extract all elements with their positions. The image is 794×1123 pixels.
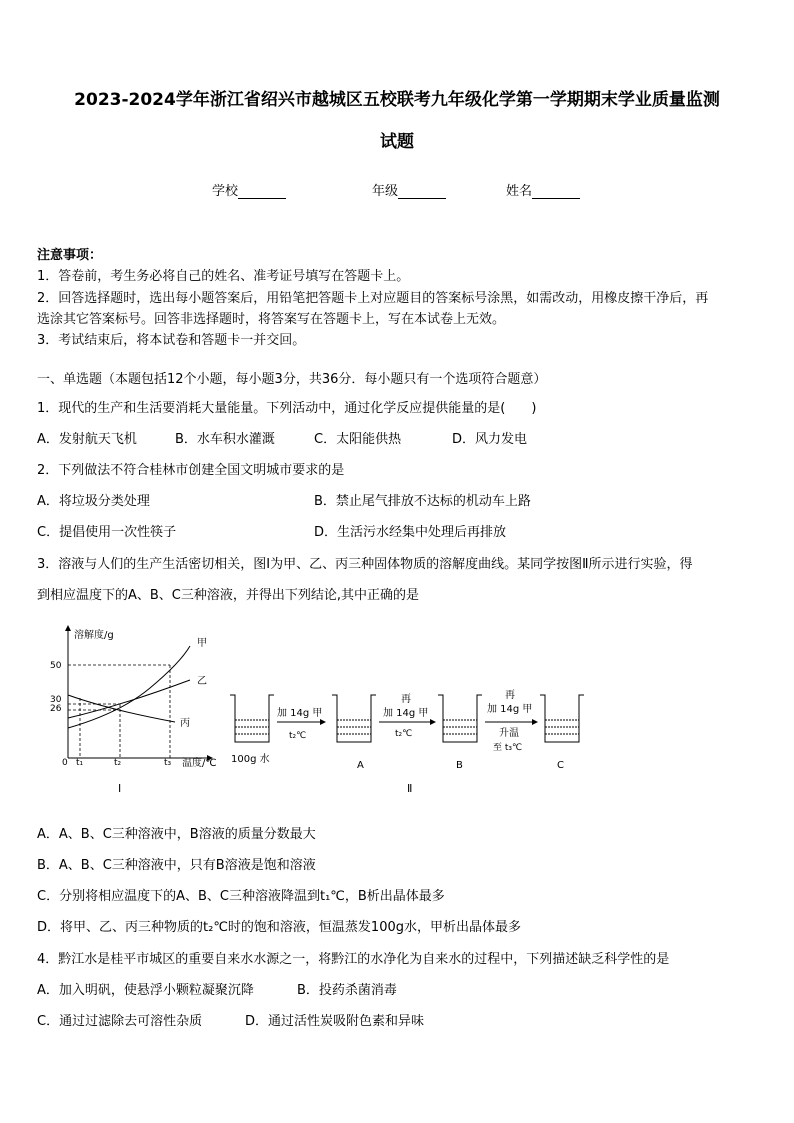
step1-label: 加 14g 甲 bbox=[277, 708, 323, 719]
q4-stem: 4．黔江水是桂平市城区的重要自来水水源之一，将黔江的水净化为自来水的过程中，下列描述缺乏科学性的是 bbox=[37, 952, 670, 967]
name-field[interactable] bbox=[506, 180, 580, 199]
beaker-a bbox=[332, 695, 376, 742]
name-label: 姓名 bbox=[506, 184, 533, 199]
q2-option-a[interactable]: A．将垃圾分类处理 bbox=[37, 494, 150, 509]
q3-option-a[interactable]: A．A、B、C三种溶液中，B溶液的质量分数最大 bbox=[37, 827, 316, 842]
step3-temp: 至 t₃℃ bbox=[493, 743, 523, 753]
curve-label-bing: 丙 bbox=[180, 718, 190, 729]
y-axis-label: 溶解度/g bbox=[74, 630, 114, 641]
beaker-start bbox=[230, 695, 274, 742]
curve-label-jia: 甲 bbox=[197, 638, 207, 649]
curve-bing bbox=[68, 695, 175, 722]
notes-heading: 注意事项： bbox=[37, 248, 103, 263]
start-label: 100g 水 bbox=[231, 754, 270, 765]
y-tick-30: 30 bbox=[50, 695, 62, 705]
q4-option-a[interactable]: A．加入明矾，使悬浮小颗粒凝聚沉降 bbox=[37, 983, 254, 998]
y-tick-26: 26 bbox=[50, 704, 62, 714]
q2-stem: 2．下列做法不符合桂林市创建全国文明城市要求的是 bbox=[37, 463, 345, 478]
section-heading: 一、单选题（本题包括12个小题，每小题3分，共36分．每小题只有一个选项符合题意） bbox=[37, 372, 547, 387]
q1-option-b[interactable]: B．水车积水灌溉 bbox=[175, 432, 275, 447]
q1-option-a[interactable]: A．发射航天飞机 bbox=[37, 432, 137, 447]
x-tick-0: 0 bbox=[62, 758, 68, 768]
school-label: 学校 bbox=[212, 184, 239, 199]
x-tick-t1: t₁ bbox=[76, 758, 84, 768]
step2-again: 再 bbox=[401, 694, 411, 705]
x-axis-label: 温度/℃ bbox=[182, 758, 217, 769]
q3-option-b[interactable]: B．A、B、C三种溶液中，只有B溶液是饱和溶液 bbox=[37, 858, 316, 873]
step1-temp: t₂℃ bbox=[289, 731, 307, 741]
step3-heat: 升温 bbox=[499, 728, 519, 739]
label-a: A bbox=[357, 760, 364, 771]
q4-option-c[interactable]: C．通过过滤除去可溶性杂质 bbox=[37, 1014, 203, 1029]
q3-option-d[interactable]: D．将甲、乙、丙三种物质的t₂℃时的饱和溶液，恒温蒸发100g水，甲析出晶体最多 bbox=[37, 920, 521, 935]
beaker-b bbox=[438, 695, 482, 742]
experiment-diagram bbox=[225, 680, 595, 800]
note-3: 3．考试结束后，将本试卷和答题卡一并交回。 bbox=[37, 333, 306, 348]
q3-stem: 3．溶液与人们的生产生活密切相关，图Ⅰ为甲、乙、丙三种固体物质的溶解度曲线。某同学按图Ⅱ所示进行实验，得 bbox=[37, 557, 693, 572]
step3-label: 加 14g 甲 bbox=[487, 704, 533, 715]
step2-label: 加 14g 甲 bbox=[383, 708, 429, 719]
q2-option-d[interactable]: D．生活污水经集中处理后再排放 bbox=[314, 525, 507, 540]
note-2: 2．回答选择题时，选出每小题答案后，用铅笔把答题卡上对应题目的答案标号涂黑，如需改动，用橡皮擦干净后，再 bbox=[37, 291, 709, 306]
solubility-chart bbox=[40, 618, 230, 798]
grade-field[interactable] bbox=[372, 180, 446, 199]
step3-again: 再 bbox=[505, 690, 515, 701]
curve-label-yi: 乙 bbox=[197, 676, 207, 687]
q3-option-c[interactable]: C．分别将相应温度下的A、B、C三种溶液降温到t₁℃，B析出晶体最多 bbox=[37, 889, 445, 904]
label-b: B bbox=[456, 760, 463, 771]
page-title-line2: 试题 bbox=[380, 132, 414, 152]
figure1-caption: Ⅰ bbox=[118, 782, 122, 795]
x-tick-t2: t₂ bbox=[114, 758, 122, 768]
label-c: C bbox=[557, 760, 564, 771]
school-field[interactable] bbox=[212, 180, 286, 199]
q1-option-d[interactable]: D．风力发电 bbox=[452, 432, 528, 447]
q1-option-c[interactable]: C．太阳能供热 bbox=[314, 432, 402, 447]
note-2-cont: 选涂其它答案标号。回答非选择题时，将答案写在答题卡上，写在本试卷上无效。 bbox=[37, 312, 506, 327]
x-tick-t3: t₃ bbox=[164, 758, 172, 768]
grade-label: 年级 bbox=[372, 184, 399, 199]
page-title: 2023-2024学年浙江省绍兴市越城区五校联考九年级化学第一学期期末学业质量监测 bbox=[74, 90, 720, 110]
q3-stem-cont: 到相应温度下的A、B、C三种溶液，并得出下列结论,其中正确的是 bbox=[37, 588, 420, 603]
q4-option-b[interactable]: B．投药杀菌消毒 bbox=[297, 983, 397, 998]
step2-temp: t₂℃ bbox=[395, 729, 413, 739]
note-1: 1．答卷前，考生务必将自己的姓名、准考证号填写在答题卡上。 bbox=[37, 269, 410, 284]
q4-option-d[interactable]: D．通过活性炭吸附色素和异味 bbox=[245, 1014, 425, 1029]
q2-option-b[interactable]: B．禁止尾气排放不达标的机动车上路 bbox=[314, 494, 531, 509]
q2-option-c[interactable]: C．提倡使用一次性筷子 bbox=[37, 525, 177, 540]
q1-stem: 1．现代的生产和生活要消耗大量能量。下列活动中，通过化学反应提供能量的是( ) bbox=[37, 401, 537, 416]
y-tick-50: 50 bbox=[50, 661, 62, 671]
figure2-caption: Ⅱ bbox=[407, 782, 413, 795]
beaker-c bbox=[540, 695, 584, 742]
